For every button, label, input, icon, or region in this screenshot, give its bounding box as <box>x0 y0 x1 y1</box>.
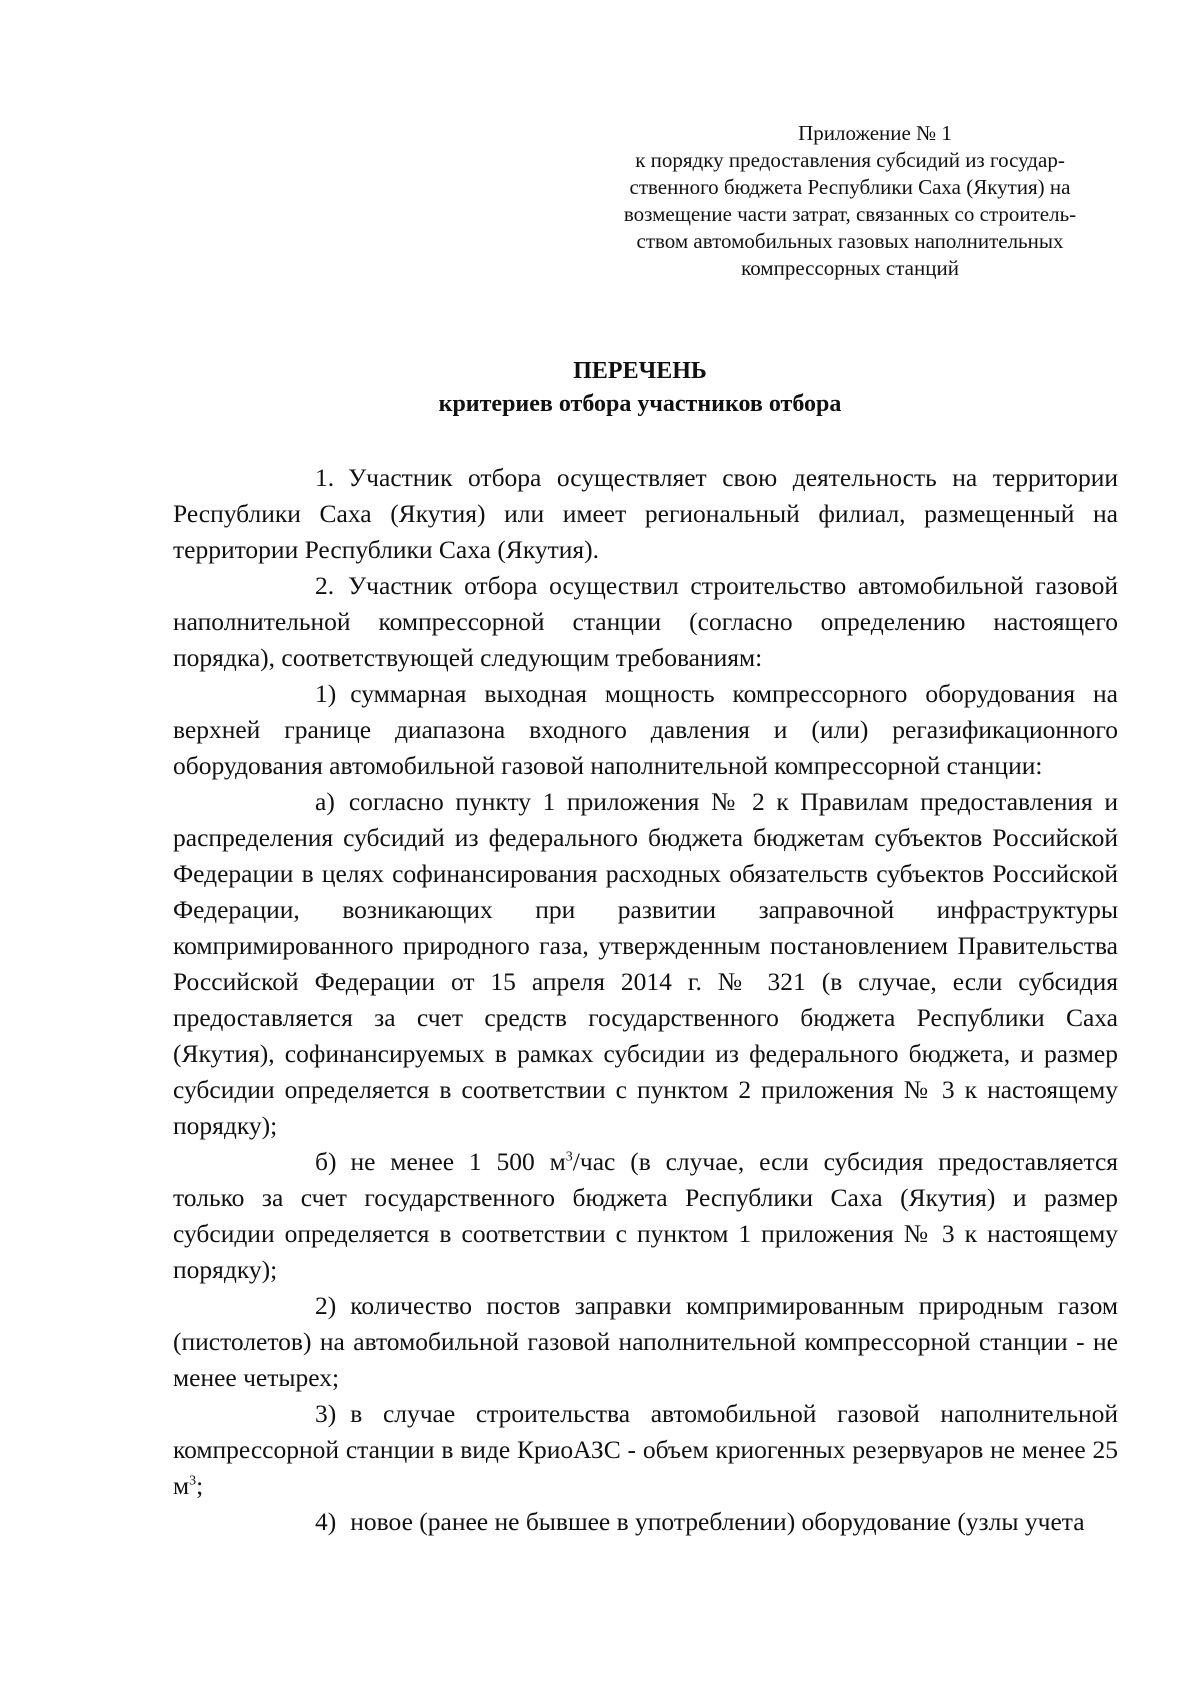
item-text: новое (ранее не бывшее в употреблении) оборудование (узлы учета <box>350 1507 1085 1536</box>
requirement-item-2 <box>173 1288 1118 1396</box>
criterion-item-1 <box>173 460 1118 568</box>
item-text: Участник отбора осуществляет свою деятельность на территории Республики Саха (Якутия) или имеет региональный филиал, размещенный на территории Республики Саха (Якутия). <box>173 463 1118 564</box>
appendix-line: компрессорных станций <box>741 256 959 280</box>
requirement-item-3 <box>173 1396 1118 1504</box>
item-number: а) <box>315 787 335 816</box>
appendix-line: к порядку предоставления субсидий из государ- <box>635 148 1065 172</box>
criterion-item-2 <box>173 568 1118 676</box>
item-number: 2) <box>315 1291 337 1320</box>
document-subtitle: критериев отбора участников отбора <box>438 391 842 417</box>
item-text: Участник отбора осуществил строительство автомобильной газовой наполнительной компрессорной станции (согласно определению настоящего порядка), соответствующей следующим требованиям: <box>173 571 1118 672</box>
item-text: согласно пункту 1 приложения № 2 к Правилам предоставления и распределения субсидий из федерального бюджета бюджетам субъектов Российской Федерации в целях софинансирования расходных обязательств субъектов Российской Федерации, возникающих при развитии заправочной инфраструктуры компримированного природного газа, утвержденным постановлением Правительства Российской Федерации от 15 апреля 2014 г. № 321 (в случае, если субсидия предоставляется за счет средств государственного бюджета Республики Саха (Якутия), софинансируемых в рамках субсидии из федерального бюджета, и размер субсидии определяется в соответствии с пунктом 2 приложения № 3 к настоящему порядку); <box>173 787 1118 1140</box>
item-text-before: в случае строительства автомобильной газовой наполнительной компрессорной станции в виде КриоАЗС - объем криогенных резервуаров не менее 25 м <box>173 1399 1118 1500</box>
document-title: ПЕРЕЧЕНЬ <box>573 358 707 384</box>
appendix-line: ственного бюджета Республики Саха (Якутия) на <box>629 175 1071 199</box>
document-body <box>173 460 1118 1540</box>
item-number: 3) <box>315 1399 337 1428</box>
superscript: 3 <box>189 1473 197 1489</box>
requirement-subitem-b <box>173 1144 1118 1288</box>
appendix-title: Приложение № 1 <box>798 121 952 145</box>
requirement-item-1 <box>173 676 1118 784</box>
item-number: 4) <box>315 1507 337 1536</box>
appendix-line: возмещение части затрат, связанных со строитель- <box>623 202 1077 226</box>
item-number: 1) <box>315 679 337 708</box>
appendix-line: ством автомобильных газовых наполнительных <box>636 229 1064 253</box>
item-text-after: ; <box>196 1471 204 1500</box>
superscript: 3 <box>565 1149 573 1165</box>
item-text: суммарная выходная мощность компрессорного оборудования на верхней границе диапазона входного давления и (или) регазификационного оборудования автомобильной газовой наполнительной компрессорной станции: <box>173 679 1118 780</box>
item-number: 1. <box>315 463 335 492</box>
item-text-before: не менее 1 500 м <box>350 1147 566 1176</box>
item-text: количество постов заправки компримированным природным газом (пистолетов) на автомобильной газовой наполнительной компрессорной станции - не менее четырех; <box>173 1291 1118 1392</box>
item-number: 2. <box>315 571 335 600</box>
requirement-subitem-a <box>173 784 1118 1144</box>
item-text-after: /час (в случае, если субсидия предоставляется только за счет государственного бюджета Республики Саха (Якутия) и размер субсидии определяется в соответствии с пунктом 1 приложения № 3 к настоящему порядку); <box>173 1147 1118 1284</box>
appendix-header <box>590 120 1110 282</box>
item-number: б) <box>315 1147 337 1176</box>
requirement-item-4 <box>173 1504 1118 1540</box>
